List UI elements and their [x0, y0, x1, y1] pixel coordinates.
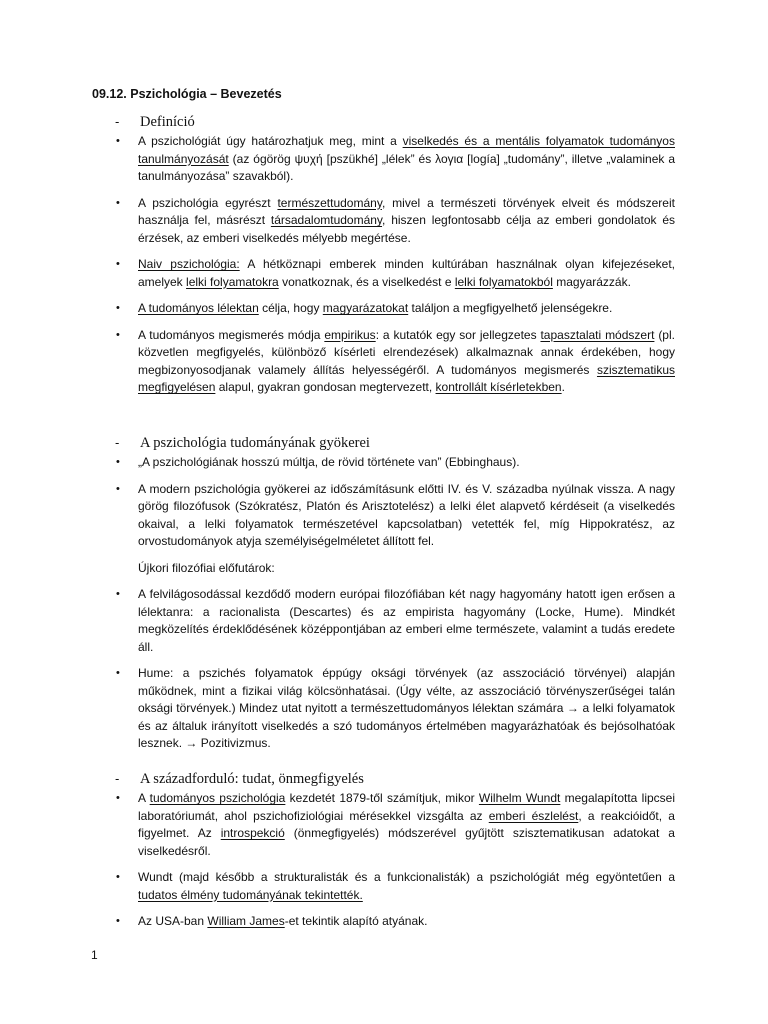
text-run: , a reakcióidőt, a figyelmet. Az — [138, 808, 675, 840]
text-run: A hétköznapi emberek minden kultúrában használnak olyan kifejezéseket, amelyek — [138, 257, 676, 289]
bullet-marker: • — [116, 258, 120, 270]
text-run: Az USA-ban — [138, 914, 208, 928]
bullet-marker: • — [116, 871, 120, 883]
text-run: A tudományos megismerés módja — [138, 327, 325, 342]
text-run: Hume: a pszichés folyamatok éppúgy oksági törvények (az asszociáció törvényei) alapján működnek, mint a fizikai világ kölcsönhatásai. (Úgy vélte, az asszociáció törvényszerűségei talán oksági törvények.) Mindez utat nyitott a természettudományos lélektan számára → a lelki folyamatok és az általuk irányított viselkedés a szó tudományos értelmében magyarázhatóak és bejósolhatóak lesznek. → Pozitivizmus. — [138, 666, 675, 750]
section-heading-text: Definíció — [140, 114, 195, 130]
bullet-marker: • — [116, 915, 120, 927]
section-heading — [115, 770, 675, 788]
section-definicio — [115, 113, 675, 397]
text-run: Wundt (majd később a strukturalisták és a funkcionalisták) a pszichológiát még egyöntetűen a — [138, 870, 675, 884]
underlined-term: tudományos pszichológia — [149, 791, 286, 805]
list-item — [115, 454, 675, 472]
section-heading-text: A századforduló: tudat, önmegfigyelés — [140, 771, 364, 787]
bullet-marker: • — [116, 456, 120, 468]
section-szazadfordulo — [115, 770, 675, 931]
underlined-term: introspekció — [220, 826, 285, 840]
text-run: alapul, gyakran gondosan megtervezett, — [215, 380, 436, 394]
underlined-term: lelki folyamatokra — [186, 274, 279, 289]
underlined-term: empirikus — [324, 327, 376, 342]
section-heading — [115, 113, 675, 131]
list-item — [115, 300, 675, 318]
section-heading-text: A pszichológia tudományának gyökerei — [140, 435, 370, 451]
text-run: vonatkoznak, és a viselkedést e — [278, 274, 455, 289]
underlined-term: Naiv pszichológia: — [138, 257, 240, 271]
list-item — [115, 133, 675, 186]
section-items — [115, 790, 675, 931]
underlined-term: magyarázatokat — [322, 301, 409, 315]
underlined-term: A tudományos lélektan — [138, 301, 259, 315]
text-run: : a kutatók egy sor jellegzetes — [375, 327, 541, 342]
text-run: A pszichológiát úgy határozhatjuk meg, mint a — [138, 134, 403, 148]
text-run: (pl. közvetlen megfigyelés, különböző kísérleti elrendezések) alkalmaznak annak érdekében, hogy megbizonyosodjanak valamely állítás helyességéről. A tudományos megismerés — [138, 327, 675, 377]
list-item — [115, 256, 675, 291]
underlined-term: emberi észlelést — [488, 808, 579, 823]
underlined-term: viselkedés és a mentális folyamatok tudományos tanulmányozását — [138, 134, 675, 166]
text-run: -et tekintik alapító atyának. — [284, 914, 428, 928]
underlined-term: kontrollált kísérletekben — [435, 380, 562, 394]
text-run: találjon a megfigyelhető jelenségekre. — [408, 301, 613, 315]
section-gyokerei — [115, 434, 675, 753]
text-run: (az ógörög ψυχή [pszükhé] „lélek” és λογια [logía] „tudomány”, illetve „valaminek a tanulmányozása” szavakból). — [138, 151, 675, 183]
bullet-marker: • — [116, 196, 120, 209]
underlined-term: Wilhelm Wundt — [478, 791, 561, 805]
list-item — [115, 665, 675, 753]
underlined-term: tapasztalati módszert — [540, 327, 655, 342]
text-run: kezdetét 1879-től számítjuk, mikor — [285, 791, 479, 805]
page-title: 09.12. Pszichológia – Bevezetés — [92, 87, 282, 101]
list-item — [115, 913, 675, 931]
underlined-term: lelki folyamatokból — [454, 274, 553, 289]
bullet-marker: • — [116, 135, 120, 147]
text-run: magyarázzák. — [552, 274, 631, 289]
text-run: célja, hogy — [258, 301, 323, 315]
page-number: 1 — [91, 948, 98, 962]
text-run: , hiszen legfontosabb célja az emberi gondolatok és érzések, az emberi viselkedés mélyebb megértése. — [138, 213, 675, 245]
underlined-term: William James — [207, 914, 285, 928]
section-items — [115, 454, 675, 753]
section-items — [115, 133, 675, 397]
bullet-marker: • — [116, 328, 120, 341]
dash-marker: - — [115, 771, 120, 786]
bullet-marker: • — [116, 482, 120, 495]
text-run: A pszichológia egyrészt — [138, 195, 278, 210]
text-run: megalapította lipcsei laboratóriumát, ahol pszichofiziológiai mérésekkel vizsgálta az — [138, 791, 675, 823]
underlined-term: természettudomány — [277, 195, 382, 210]
text-run: A modern pszichológia gyökerei az időszámításunk előtti IV. és V. századba nyúlnak vissza. A nagy görög filozófusok (Szókratész, Platón és Arisztotelész) a lelki élet alapvető kérdéseit (a viselkedés okaival, a lelki folyamatok természetével kapcsolatban) vetették fel, míg Hippokratész, az orvostudományok atyja személyiségelméletet állított fel. — [138, 481, 675, 548]
dash-marker: - — [115, 114, 120, 129]
underlined-term: tudatos élmény tudományának tekintették. — [138, 887, 363, 902]
text-run: (önmegfigyelés) módszerével gyűjtött szisztematikusan adatokat a viselkedésről. — [138, 826, 675, 858]
list-item — [115, 586, 675, 656]
text-run: , mivel a természeti törvények elveit és módszereit használja fel, másrészt — [138, 195, 675, 227]
underlined-term: társadalomtudomány — [270, 213, 383, 227]
section-heading — [115, 434, 675, 452]
bullet-marker: • — [116, 792, 120, 804]
list-item — [115, 195, 675, 248]
text-run: . — [561, 380, 565, 394]
text-run: A — [138, 791, 150, 805]
list-item — [115, 481, 675, 551]
text-run: Újkori filozófiai előfutárok: — [138, 560, 275, 575]
list-item — [115, 327, 675, 397]
bullet-marker: • — [116, 302, 120, 314]
text-run: „A pszichológiának hosszú múltja, de rövid története van” (Ebbinghaus). — [138, 455, 520, 469]
bullet-marker: • — [116, 667, 120, 679]
list-item — [115, 869, 675, 904]
list-item — [115, 790, 675, 860]
list-item — [115, 560, 675, 578]
dash-marker: - — [115, 435, 120, 450]
text-run: A felvilágosodással kezdődő modern európai filozófiában két nagy hagyomány hatott igen erősen a lélektanra: a racionalista (Descartes) és az empirista hagyomány (Locke, Hume). Mindkét megközelítés érdeklődésének középpontjában az emberi elme természete, valamint a tudás eredete áll. — [138, 587, 675, 654]
underlined-term: szisztematikus megfigyelésen — [138, 362, 675, 394]
bullet-marker: • — [116, 588, 120, 600]
